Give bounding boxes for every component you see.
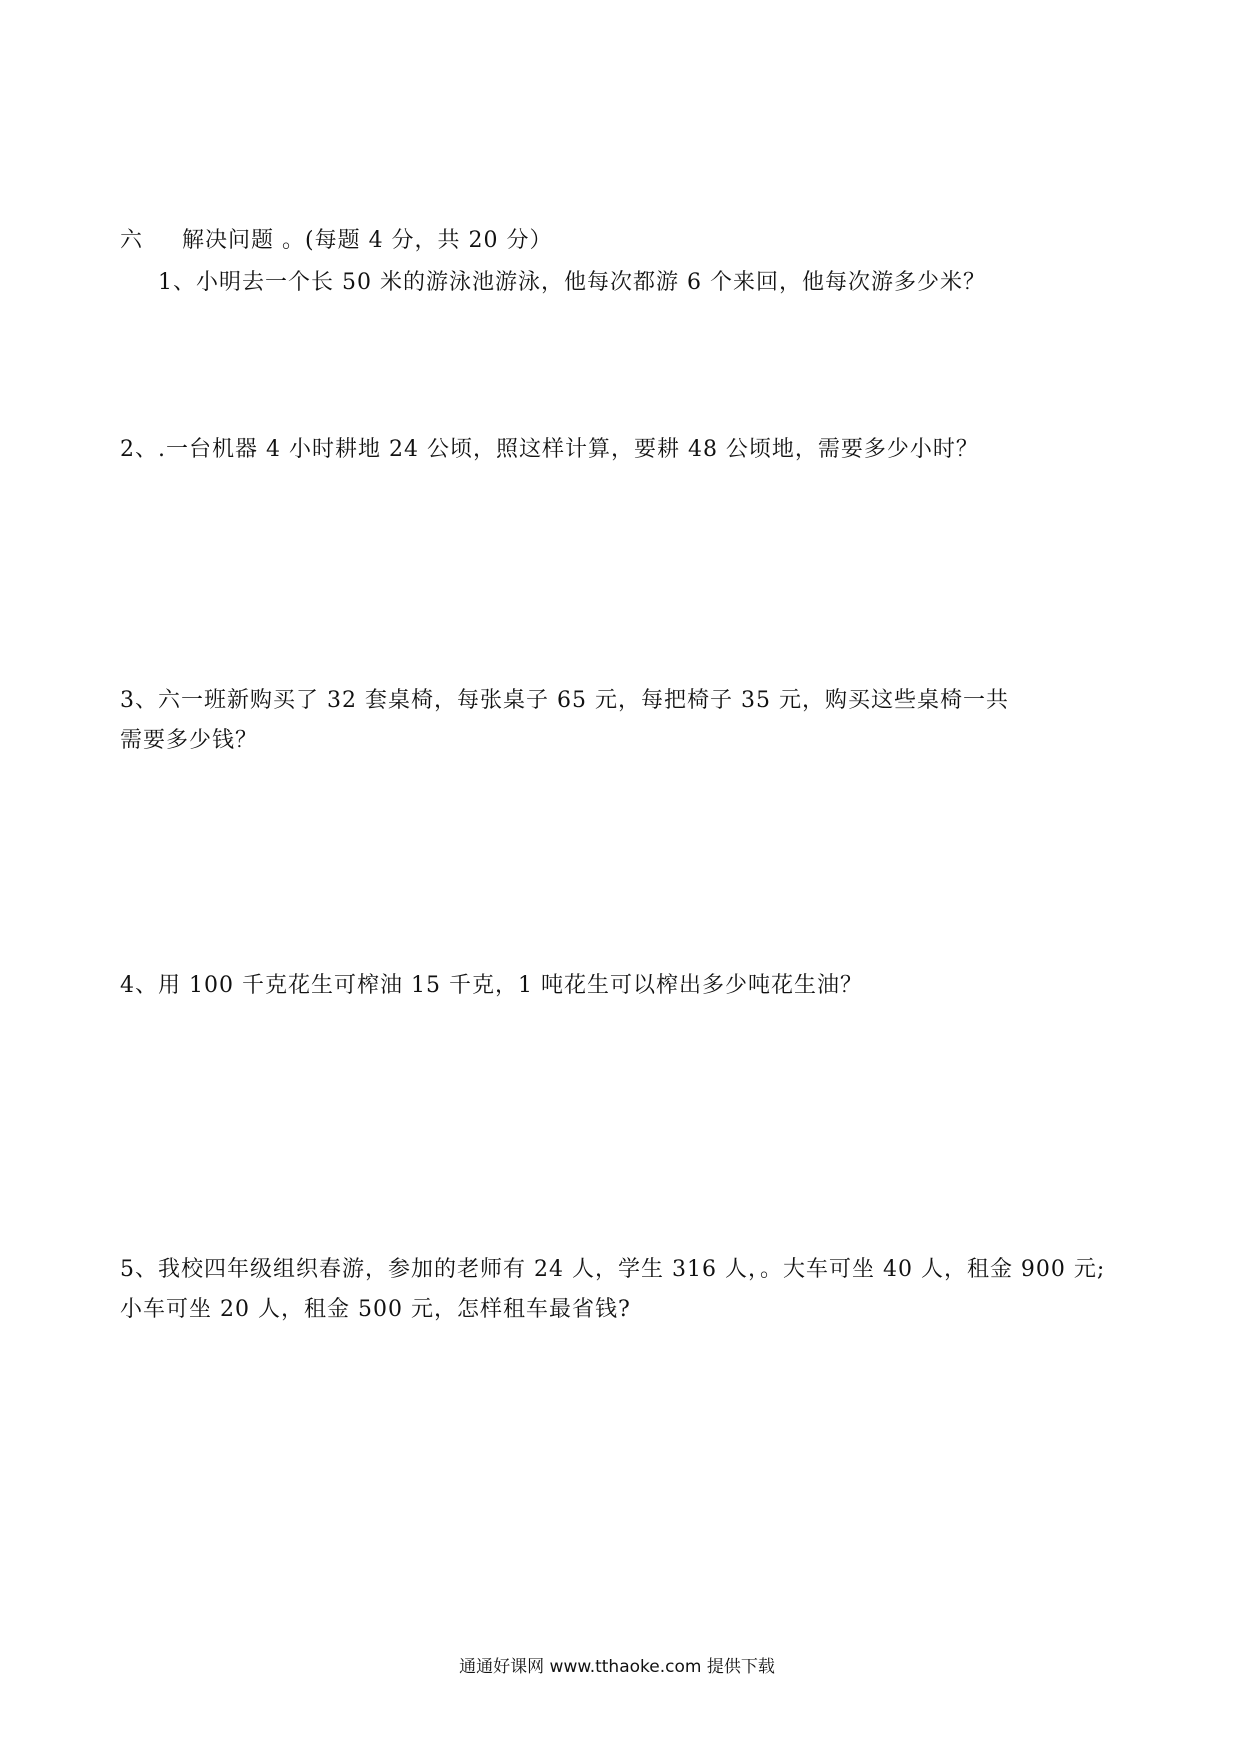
footer-text: 通通好课网 www.tthaoke.com 提供下载 <box>459 1657 775 1677</box>
question-1: 1、小明去一个长 50 米的游泳池游泳，他每次都游 6 个来回，他每次游多少米？ <box>158 270 986 295</box>
section-heading <box>120 226 553 256</box>
section-title: 解决问题 。(每题 4 分，共 20 分） <box>182 228 553 253</box>
section-number: 六 <box>120 228 144 253</box>
question-3-line-2: 需要多少钱？ <box>120 728 259 753</box>
question-3-line-1: 3、六一班新购买了 32 套桌椅，每张桌子 65 元，每把椅子 35 元，购买这些桌椅一共 <box>120 688 1009 713</box>
question-5-line-2: 小车可坐 20 人，租金 500 元，怎样租车最省钱? <box>120 1297 631 1322</box>
question-2: 2、.一台机器 4 小时耕地 24 公顷，照这样计算，要耕 48 公顷地，需要多少小时？ <box>120 437 979 462</box>
question-4: 4、用 100 千克花生可榨油 15 千克，1 吨花生可以榨出多少吨花生油？ <box>120 973 863 998</box>
question-5-line-1: 5、我校四年级组织春游，参加的老师有 24 人，学生 316 人，。大车可坐 40 人，租金 900 元; <box>120 1257 1106 1282</box>
